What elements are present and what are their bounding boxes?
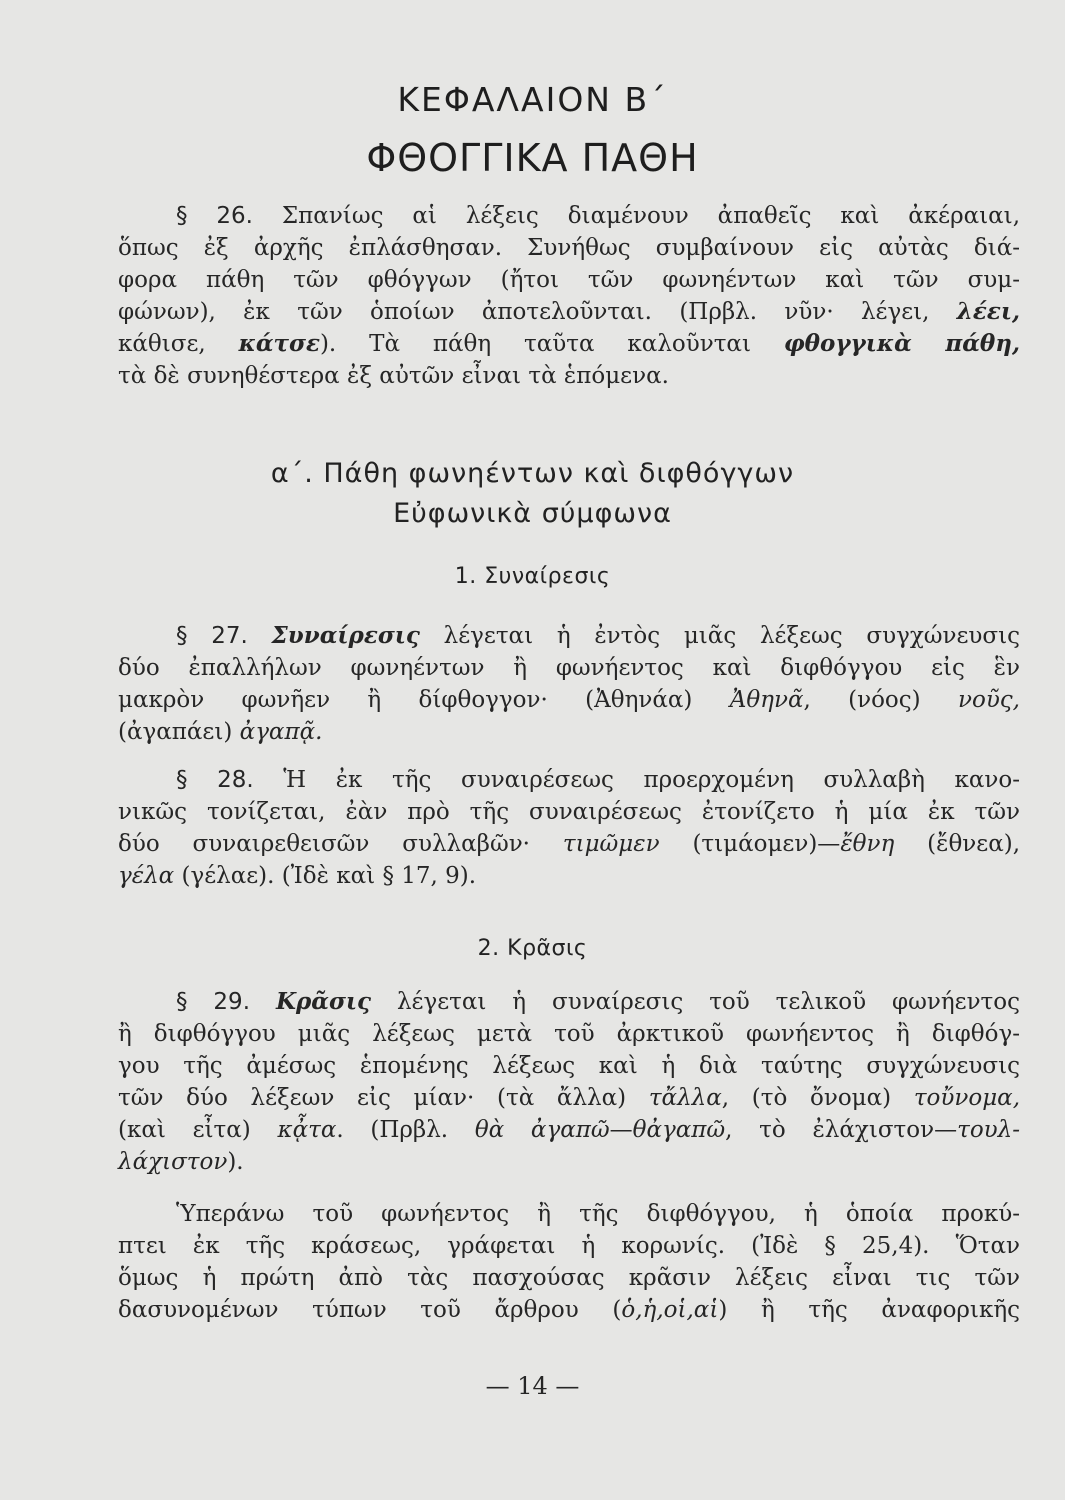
paragraph-29 — [118, 986, 1020, 1178]
section-number: § 26. — [176, 203, 253, 229]
text-line: γέλα (γέλαε). (Ἰδὲ καὶ § 17, 9). — [118, 863, 477, 889]
text-line: § 29. Κρᾶσις λέγεται ἡ συναίρεσις τοῦ τελικοῦ φωνήεντος — [176, 988, 1021, 1015]
section-number: § 28. — [176, 767, 254, 793]
text-line: λάχιστον). — [118, 1149, 244, 1175]
text-line: (καὶ εἶτα) κᾆτα. (Πρβλ. θὰ ἀγαπῶ—θἀγαπῶ, τὸ ἐλάχιστον—τουλ- — [118, 1117, 1021, 1143]
text-line: § 27. Συναίρεσις λέγεται ἡ ἐντὸς μιᾶς λέξεως συγχώνευσις — [176, 622, 1020, 649]
section-subheading: Εὐφωνικὰ σύμφωνα — [393, 498, 672, 529]
paragraph-coronis — [118, 1198, 1020, 1326]
subsection-heading: 1. Συναίρεσις — [454, 564, 611, 589]
text-line: γου τῆς ἀμέσως ἑπομένης λέξεως καὶ ἡ διὰ ταύτης συγχώνευσις — [118, 1053, 1020, 1079]
chapter-label: ΚΕΦΑΛΑΙΟΝ Β΄ — [397, 80, 668, 119]
text-line: § 26. Σπανίως αἱ λέξεις διαμένουν ἀπαθεῖς καὶ ἀκέραιαι, — [176, 203, 1021, 229]
text-line: νικῶς τονίζεται, ἐὰν πρὸ τῆς συναιρέσεως ἐτονίζετο ἡ μία ἐκ τῶν — [118, 799, 1020, 825]
paragraph-27 — [118, 620, 1020, 748]
text-line: κάθισε, κάτσε). Τὰ πάθη ταῦτα καλοῦνται φθογγικὰ πάθη, — [118, 330, 1020, 357]
text-line: δύο συναιρεθεισῶν συλλαβῶν· τιμῶμεν (τιμάομεν)—ἔθνη (ἔθνεα), — [118, 831, 1021, 857]
text-line: μακρὸν φωνῆεν ἢ δίφθογγον· (Ἀθηνάα) Ἀθηνᾶ, (νόος) νοῦς, — [118, 687, 1020, 713]
section-number: § 29. — [176, 989, 251, 1015]
text-line: τὰ δὲ συνηθέστερα ἐξ αὐτῶν εἶναι τὰ ἑπόμενα. — [118, 363, 669, 389]
text-line: φώνων), ἐκ τῶν ὁποίων ἀποτελοῦνται. (Πρβλ. νῦν· λέγει, λέει, — [118, 298, 1020, 325]
text-line: ὅπως ἐξ ἀρχῆς ἐπλάσθησαν. Συνήθως συμβαίνουν εἰς αὐτὰς διά- — [118, 235, 1020, 261]
chapter-title: ΦΘΟΓΓΙΚΑ ΠΑΘΗ — [366, 136, 699, 180]
text-line: ὅμως ἡ πρώτη ἀπὸ τὰς πασχούσας κρᾶσιν λέξεις εἶναι τις τῶν — [118, 1265, 1020, 1291]
text-line: Ὑπεράνω τοῦ φωνήεντος ἢ τῆς διφθόγγου, ἡ ὁποία προκύ- — [176, 1201, 1020, 1227]
text-line: ἢ διφθόγγου μιᾶς λέξεως μετὰ τοῦ ἀρκτικοῦ φωνήεντος ἢ διφθόγ- — [118, 1021, 1020, 1047]
text-line: δασυνομένων τύπων τοῦ ἄρθρου (ὁ,ἡ,οἱ,αἱ) ἢ τῆς ἀναφορικῆς — [118, 1297, 1020, 1323]
page-number: — 14 — — [485, 1372, 580, 1400]
subsection-heading: 2. Κρᾶσις — [477, 936, 588, 961]
text-line: δύο ἐπαλλήλων φωνηέντων ἢ φωνήεντος καὶ διφθόγγου εἰς ἓν — [118, 655, 1020, 681]
section-heading: α΄. Πάθη φωνηέντων καὶ διφθόγγων — [270, 458, 795, 489]
paragraph-26 — [118, 200, 1020, 392]
paragraph-28 — [118, 764, 1020, 892]
text-line: § 28. Ἡ ἐκ τῆς συναιρέσεως προερχομένη συλλαβὴ κανο- — [176, 767, 1020, 793]
text-line: τῶν δύο λέξεων εἰς μίαν· (τὰ ἄλλα) τἄλλα, (τὸ ὄνομα) τοὔνομα, — [118, 1085, 1021, 1111]
section-number: § 27. — [176, 623, 248, 649]
text-line: πτει ἐκ τῆς κράσεως, γράφεται ἡ κορωνίς. (Ἰδὲ § 25,4). Ὅταν — [118, 1233, 1020, 1259]
text-line: φορα πάθη τῶν φθόγγων (ἤτοι τῶν φωνηέντων καὶ τῶν συμ- — [118, 267, 1020, 293]
text-line: (ἀγαπάει) ἀγαπᾷ. — [118, 719, 323, 745]
